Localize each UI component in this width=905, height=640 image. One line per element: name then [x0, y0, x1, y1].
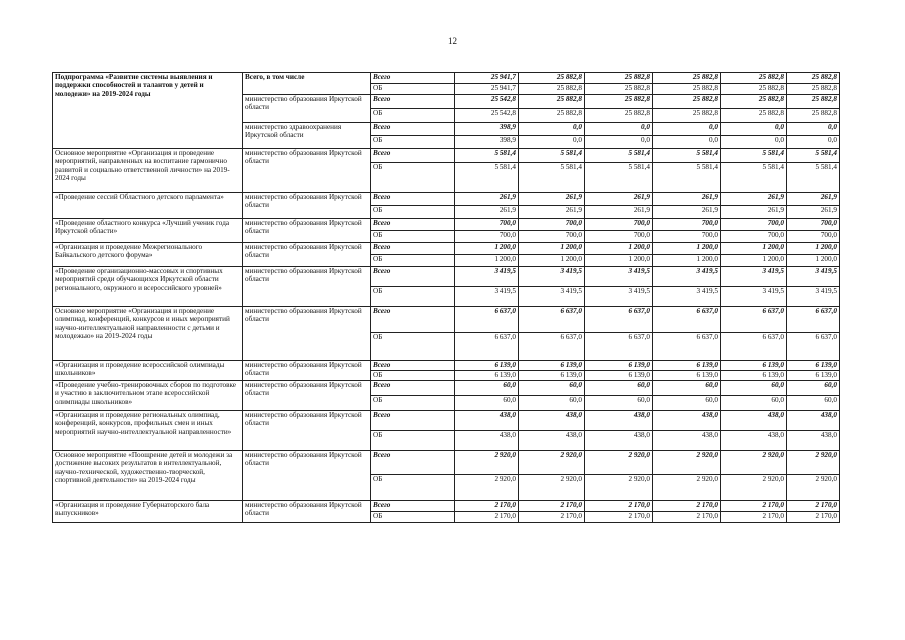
value-cell-total: 1 200,0: [787, 243, 840, 255]
source-label-ob: ОБ: [371, 431, 455, 451]
value-cell-ob: 0,0: [721, 136, 787, 149]
value-cell-total: 2 170,0: [721, 501, 787, 512]
row-name: «Организация и проведение Межрегионального Байкальского детского форума»: [53, 243, 243, 267]
value-cell-total: 2 920,0: [519, 451, 585, 475]
value-cell-ob: 438,0: [721, 431, 787, 451]
value-cell-total: 6 637,0: [721, 307, 787, 333]
table-row: [53, 193, 840, 206]
value-cell-total: 25 882,8: [787, 73, 840, 84]
value-cell-total: 5 581,4: [585, 149, 653, 163]
value-cell-ob: 25 882,8: [519, 109, 585, 123]
value-cell-total: 6 637,0: [455, 307, 519, 333]
source-label-total: Всего: [371, 451, 455, 475]
value-cell-ob: 3 419,5: [787, 287, 840, 307]
value-cell-total: 2 170,0: [519, 501, 585, 512]
source-label-total: Всего: [371, 123, 455, 136]
value-cell-total: 2 170,0: [787, 501, 840, 512]
row-name: «Проведение сессий Областного детского парламента»: [53, 193, 243, 219]
value-cell-ob: 3 419,5: [585, 287, 653, 307]
value-cell-ob: 1 200,0: [721, 255, 787, 267]
value-cell-total: 6 139,0: [455, 361, 519, 371]
table-row: [53, 73, 840, 84]
table-row: [53, 411, 840, 431]
value-cell-total: 438,0: [585, 411, 653, 431]
value-cell-ob: 25 882,8: [585, 109, 653, 123]
value-cell-total: 3 419,5: [585, 267, 653, 287]
value-cell-ob: 2 920,0: [787, 475, 840, 501]
value-cell-total: 700,0: [519, 219, 585, 231]
value-cell-ob: 5 581,4: [519, 163, 585, 193]
value-cell-ob: 6 637,0: [721, 333, 787, 361]
value-cell-ob: 25 882,8: [519, 84, 585, 95]
page-number: 12: [448, 36, 457, 46]
value-cell-ob: 0,0: [787, 136, 840, 149]
value-cell-total: 25 882,8: [721, 95, 787, 109]
row-executor: министерство образования Иркутской области: [243, 219, 371, 243]
source-label-total: Всего: [371, 193, 455, 206]
value-cell-ob: 6 139,0: [653, 371, 721, 381]
value-cell-total: 3 419,5: [455, 267, 519, 287]
value-cell-ob: 25 882,8: [585, 84, 653, 95]
value-cell-ob: 438,0: [519, 431, 585, 451]
value-cell-ob: 60,0: [653, 396, 721, 411]
value-cell-ob: 1 200,0: [585, 255, 653, 267]
source-label-total: Всего: [371, 501, 455, 512]
source-label-ob: ОБ: [371, 231, 455, 243]
row-executor: министерство образования Иркутской области: [243, 381, 371, 411]
value-cell-total: 1 200,0: [585, 243, 653, 255]
value-cell-total: 2 920,0: [455, 451, 519, 475]
value-cell-total: 60,0: [455, 381, 519, 396]
value-cell-ob: 25 882,8: [787, 84, 840, 95]
value-cell-total: 6 637,0: [787, 307, 840, 333]
row-name: Основное мероприятие «Поощрение детей и молодежи за достижение высоких результатов в интеллектуальной, научно-технической, художественно-творческой, спортивной деятельности» на 2019-2024 годы: [53, 451, 243, 501]
source-label-total: Всего: [371, 73, 455, 84]
source-label-ob: ОБ: [371, 512, 455, 523]
source-label-total: Всего: [371, 149, 455, 163]
value-cell-total: 1 200,0: [519, 243, 585, 255]
value-cell-total: 25 882,8: [585, 95, 653, 109]
value-cell-ob: 6 637,0: [585, 333, 653, 361]
row-name: «Организация и проведение всероссийской олимпиады школьников»: [53, 361, 243, 381]
source-label-ob: ОБ: [371, 396, 455, 411]
value-cell-total: 25 542,8: [455, 95, 519, 109]
value-cell-total: 25 882,8: [519, 73, 585, 84]
value-cell-ob: 700,0: [519, 231, 585, 243]
value-cell-total: 6 637,0: [585, 307, 653, 333]
row-executor: Всего, в том числе: [243, 73, 371, 95]
row-executor: министерство образования Иркутской области: [243, 267, 371, 307]
table-row: [53, 307, 840, 333]
value-cell-total: 700,0: [653, 219, 721, 231]
value-cell-ob: 60,0: [787, 396, 840, 411]
table-row: [53, 451, 840, 475]
value-cell-ob: 438,0: [455, 431, 519, 451]
value-cell-ob: 25 882,8: [721, 84, 787, 95]
table-row: [53, 149, 840, 163]
value-cell-total: 0,0: [721, 123, 787, 136]
value-cell-ob: 25 941,7: [455, 84, 519, 95]
value-cell-ob: 0,0: [585, 136, 653, 149]
value-cell-ob: 700,0: [787, 231, 840, 243]
value-cell-total: 700,0: [585, 219, 653, 231]
value-cell-total: 261,9: [787, 193, 840, 206]
value-cell-ob: 438,0: [787, 431, 840, 451]
row-executor: министерство здравоохранения Иркутской области: [243, 123, 371, 149]
value-cell-total: 2 170,0: [455, 501, 519, 512]
value-cell-total: 261,9: [653, 193, 721, 206]
value-cell-ob: 3 419,5: [455, 287, 519, 307]
value-cell-ob: 2 920,0: [455, 475, 519, 501]
value-cell-ob: 60,0: [455, 396, 519, 411]
source-label-total: Всего: [371, 307, 455, 333]
source-label-total: Всего: [371, 243, 455, 255]
value-cell-total: 25 882,8: [585, 73, 653, 84]
value-cell-total: 3 419,5: [653, 267, 721, 287]
row-executor: министерство образования Иркутской области: [243, 501, 371, 523]
value-cell-ob: 25 882,8: [721, 109, 787, 123]
value-cell-total: 3 419,5: [721, 267, 787, 287]
value-cell-ob: 2 920,0: [721, 475, 787, 501]
value-cell-total: 2 920,0: [787, 451, 840, 475]
value-cell-ob: 6 139,0: [585, 371, 653, 381]
value-cell-ob: 2 920,0: [585, 475, 653, 501]
value-cell-total: 261,9: [455, 193, 519, 206]
row-executor: министерство образования Иркутской области: [243, 307, 371, 361]
value-cell-ob: 438,0: [585, 431, 653, 451]
source-label-total: Всего: [371, 411, 455, 431]
row-name: Основное мероприятие «Организация и проведение олимпиад, конференций, конкурсов и иных мероприятий научно-интеллектуальной направленности с детьми и молодежью» на 2019-2024 годы: [53, 307, 243, 361]
value-cell-ob: 2 170,0: [653, 512, 721, 523]
value-cell-ob: 60,0: [585, 396, 653, 411]
table-row: [53, 219, 840, 231]
value-cell-total: 2 170,0: [653, 501, 721, 512]
source-label-total: Всего: [371, 95, 455, 109]
value-cell-total: 25 882,8: [519, 95, 585, 109]
value-cell-total: 2 920,0: [585, 451, 653, 475]
source-label-ob: ОБ: [371, 287, 455, 307]
row-name: «Организация и проведение региональных олимпиад, конференций, конкурсов, профильных смен и иных мероприятий научно-интеллектуальной направленности»: [53, 411, 243, 451]
value-cell-total: 438,0: [455, 411, 519, 431]
source-label-ob: ОБ: [371, 475, 455, 501]
value-cell-total: 0,0: [519, 123, 585, 136]
value-cell-ob: 6 637,0: [519, 333, 585, 361]
value-cell-total: 60,0: [519, 381, 585, 396]
value-cell-total: 700,0: [455, 219, 519, 231]
value-cell-ob: 6 637,0: [653, 333, 721, 361]
value-cell-total: 25 882,8: [653, 95, 721, 109]
value-cell-ob: 261,9: [455, 206, 519, 219]
value-cell-total: 1 200,0: [721, 243, 787, 255]
value-cell-total: 25 941,7: [455, 73, 519, 84]
value-cell-ob: 25 882,8: [787, 109, 840, 123]
value-cell-ob: 2 170,0: [787, 512, 840, 523]
value-cell-total: 60,0: [653, 381, 721, 396]
value-cell-ob: 1 200,0: [519, 255, 585, 267]
value-cell-ob: 6 139,0: [455, 371, 519, 381]
value-cell-ob: 25 882,8: [653, 84, 721, 95]
row-executor: министерство образования Иркутской области: [243, 361, 371, 381]
value-cell-total: 5 581,4: [519, 149, 585, 163]
value-cell-ob: 60,0: [721, 396, 787, 411]
table-row: [53, 381, 840, 396]
value-cell-ob: 261,9: [721, 206, 787, 219]
value-cell-total: 261,9: [721, 193, 787, 206]
source-label-ob: ОБ: [371, 333, 455, 361]
value-cell-total: 261,9: [585, 193, 653, 206]
source-label-total: Всего: [371, 267, 455, 287]
row-name: Подпрограмма «Развитие системы выявления и поддержки способностей и талантов у детей и молодежи» на 2019-2024 годы: [53, 73, 243, 149]
row-executor: министерство образования Иркутской области: [243, 243, 371, 267]
table-row: [53, 243, 840, 255]
source-label-ob: ОБ: [371, 109, 455, 123]
value-cell-total: 25 882,8: [653, 73, 721, 84]
value-cell-ob: 5 581,4: [585, 163, 653, 193]
value-cell-ob: 700,0: [721, 231, 787, 243]
value-cell-ob: 5 581,4: [787, 163, 840, 193]
source-label-ob: ОБ: [371, 255, 455, 267]
value-cell-ob: 700,0: [585, 231, 653, 243]
value-cell-total: 2 920,0: [653, 451, 721, 475]
value-cell-ob: 25 882,8: [653, 109, 721, 123]
value-cell-ob: 438,0: [653, 431, 721, 451]
value-cell-ob: 700,0: [653, 231, 721, 243]
source-label-ob: ОБ: [371, 206, 455, 219]
source-label-ob: ОБ: [371, 371, 455, 381]
row-name: «Проведение учебно-тренировочных сборов по подготовке и участию в заключительном этапе всероссийской олимпиады школьников»: [53, 381, 243, 411]
value-cell-ob: 3 419,5: [519, 287, 585, 307]
value-cell-total: 6 139,0: [519, 361, 585, 371]
value-cell-ob: 261,9: [653, 206, 721, 219]
value-cell-ob: 6 139,0: [787, 371, 840, 381]
value-cell-total: 0,0: [653, 123, 721, 136]
value-cell-total: 6 637,0: [519, 307, 585, 333]
source-label-ob: ОБ: [371, 163, 455, 193]
value-cell-total: 438,0: [787, 411, 840, 431]
value-cell-ob: 2 170,0: [519, 512, 585, 523]
value-cell-total: 2 170,0: [585, 501, 653, 512]
row-executor: министерство образования Иркутской области: [243, 451, 371, 501]
value-cell-ob: 2 920,0: [653, 475, 721, 501]
row-name: Основное мероприятие «Организация и проведение мероприятий, направленных на воспитание гармонично развитой и социально ответственной личности» на 2019-2024 годы: [53, 149, 243, 193]
value-cell-ob: 261,9: [585, 206, 653, 219]
value-cell-ob: 261,9: [519, 206, 585, 219]
table-row: [53, 267, 840, 287]
value-cell-total: 6 139,0: [787, 361, 840, 371]
value-cell-ob: 6 637,0: [455, 333, 519, 361]
value-cell-total: 261,9: [519, 193, 585, 206]
value-cell-total: 60,0: [787, 381, 840, 396]
value-cell-ob: 1 200,0: [653, 255, 721, 267]
value-cell-ob: 2 170,0: [721, 512, 787, 523]
value-cell-total: 0,0: [585, 123, 653, 136]
value-cell-ob: 5 581,4: [721, 163, 787, 193]
value-cell-ob: 5 581,4: [653, 163, 721, 193]
row-executor: министерство образования Иркутской области: [243, 411, 371, 451]
value-cell-total: 438,0: [721, 411, 787, 431]
value-cell-ob: 0,0: [653, 136, 721, 149]
value-cell-total: 60,0: [721, 381, 787, 396]
table-row: [53, 501, 840, 512]
value-cell-total: 3 419,5: [787, 267, 840, 287]
source-label-ob: ОБ: [371, 84, 455, 95]
value-cell-ob: 398,9: [455, 136, 519, 149]
value-cell-ob: 25 542,8: [455, 109, 519, 123]
value-cell-total: 1 200,0: [455, 243, 519, 255]
row-name: «Проведение областного конкурса «Лучший ученик года Иркутской области»: [53, 219, 243, 243]
value-cell-total: 3 419,5: [519, 267, 585, 287]
value-cell-ob: 2 920,0: [519, 475, 585, 501]
value-cell-total: 6 139,0: [653, 361, 721, 371]
value-cell-total: 1 200,0: [653, 243, 721, 255]
value-cell-ob: 2 170,0: [455, 512, 519, 523]
value-cell-ob: 3 419,5: [653, 287, 721, 307]
value-cell-ob: 0,0: [519, 136, 585, 149]
value-cell-total: 6 139,0: [585, 361, 653, 371]
value-cell-total: 438,0: [519, 411, 585, 431]
value-cell-ob: 1 200,0: [455, 255, 519, 267]
value-cell-ob: 6 139,0: [721, 371, 787, 381]
row-executor: министерство образования Иркутской области: [243, 149, 371, 193]
source-label-total: Всего: [371, 381, 455, 396]
value-cell-total: 5 581,4: [787, 149, 840, 163]
value-cell-total: 2 920,0: [721, 451, 787, 475]
value-cell-ob: 6 637,0: [787, 333, 840, 361]
value-cell-total: 25 882,8: [787, 95, 840, 109]
value-cell-total: 5 581,4: [721, 149, 787, 163]
row-name: «Проведение организационно-массовых и спортивных мероприятий среди обучающихся Иркутской области регионального, окружного и всероссийского уровней»: [53, 267, 243, 307]
value-cell-total: 6 139,0: [721, 361, 787, 371]
value-cell-ob: 60,0: [519, 396, 585, 411]
value-cell-total: 60,0: [585, 381, 653, 396]
value-cell-ob: 3 419,5: [721, 287, 787, 307]
value-cell-total: 700,0: [721, 219, 787, 231]
source-label-ob: ОБ: [371, 136, 455, 149]
row-executor: министерство образования Иркутской области: [243, 95, 371, 123]
value-cell-total: 0,0: [787, 123, 840, 136]
value-cell-ob: 1 200,0: [787, 255, 840, 267]
row-name: «Организация и проведение Губернаторского бала выпускников»: [53, 501, 243, 523]
row-executor: министерство образования Иркутской области: [243, 193, 371, 219]
value-cell-total: 6 637,0: [653, 307, 721, 333]
value-cell-ob: 5 581,4: [455, 163, 519, 193]
value-cell-ob: 261,9: [787, 206, 840, 219]
value-cell-ob: 700,0: [455, 231, 519, 243]
value-cell-total: 398,9: [455, 123, 519, 136]
source-label-total: Всего: [371, 219, 455, 231]
table-row: [53, 361, 840, 371]
source-label-total: Всего: [371, 361, 455, 371]
value-cell-total: 5 581,4: [653, 149, 721, 163]
value-cell-total: 5 581,4: [455, 149, 519, 163]
value-cell-ob: 6 139,0: [519, 371, 585, 381]
value-cell-total: 25 882,8: [721, 73, 787, 84]
value-cell-ob: 2 170,0: [585, 512, 653, 523]
budget-table: [52, 72, 840, 523]
value-cell-total: 438,0: [653, 411, 721, 431]
value-cell-total: 700,0: [787, 219, 840, 231]
